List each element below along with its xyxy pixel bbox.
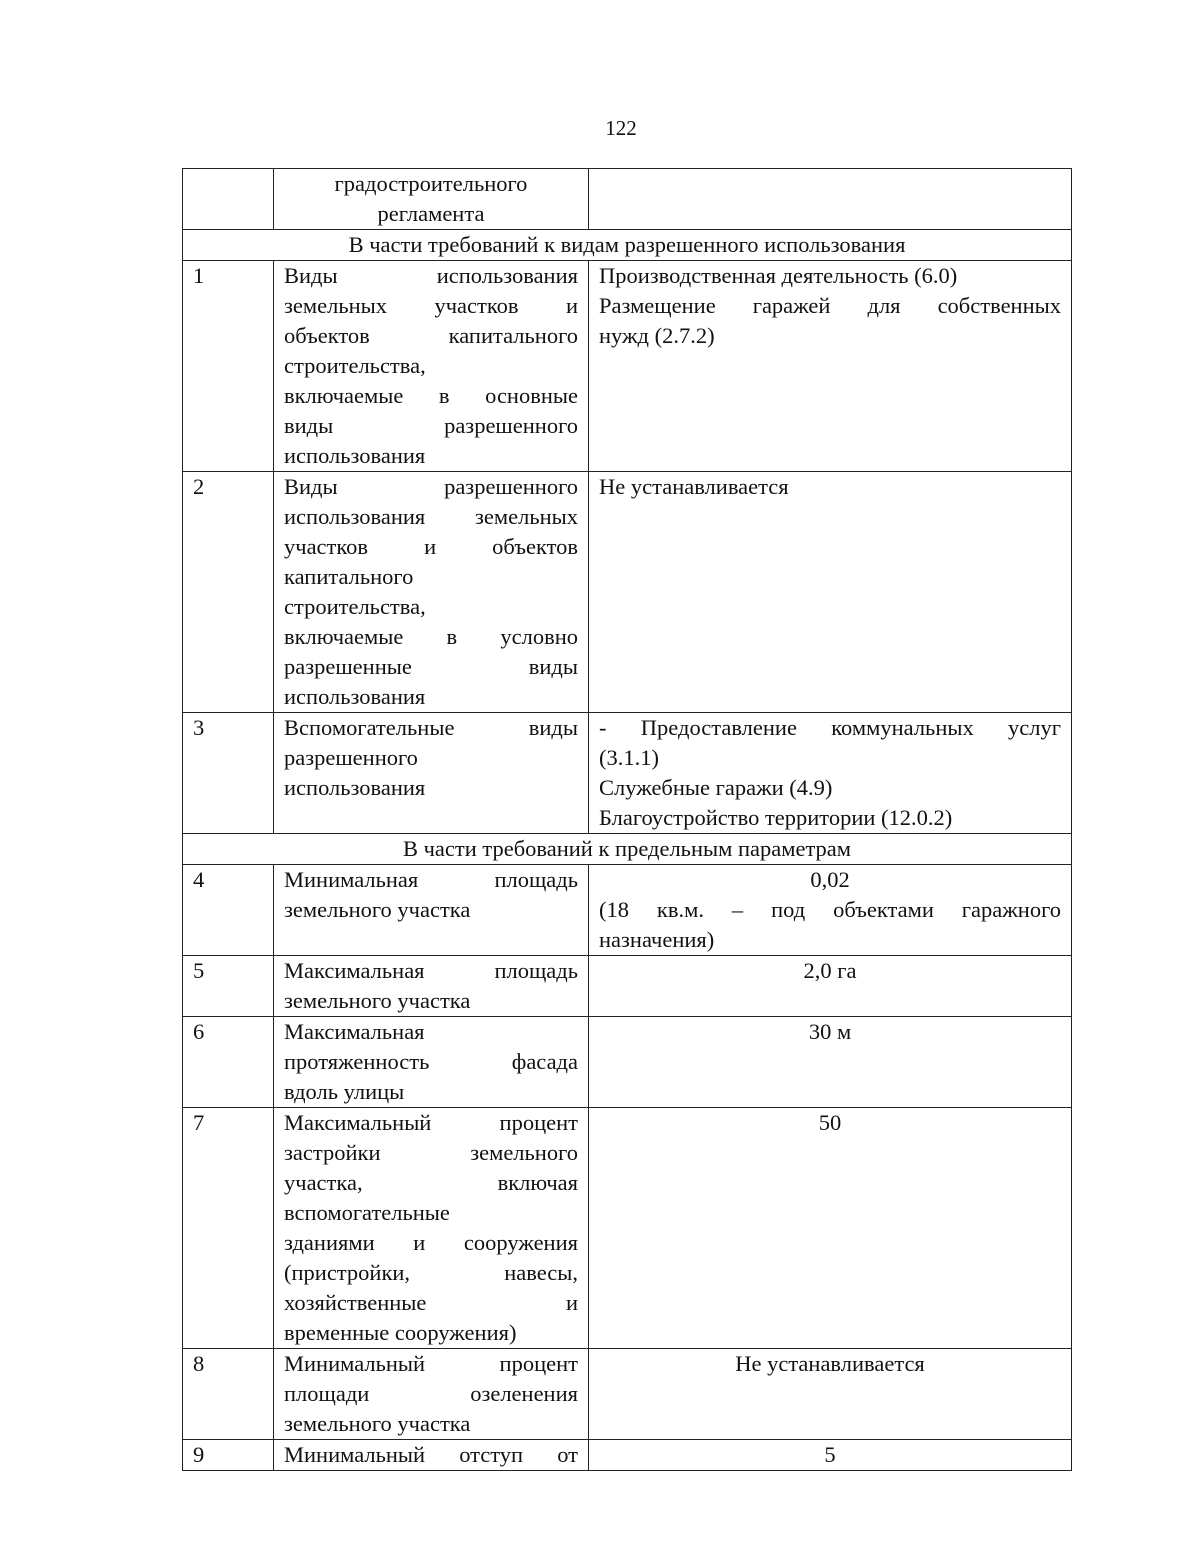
value-line: Служебные гаражи (4.9): [599, 775, 833, 800]
name-line: вспомогательные: [284, 1200, 450, 1225]
name-line: временные сооружения): [284, 1320, 517, 1345]
name-line: использования: [284, 684, 426, 709]
header-value-cell: [589, 169, 1072, 230]
name-line: площади озеленения: [284, 1381, 578, 1406]
name-line: использования земельных: [284, 504, 578, 529]
header-line: градостроительного: [334, 171, 528, 196]
name-line: земельного участка: [284, 897, 471, 922]
row-value-cell: Не устанавливается: [589, 1349, 1072, 1440]
section-title: В части требований к предельным параметрам: [183, 834, 1072, 865]
name-line: хозяйственные и: [284, 1290, 578, 1315]
table-row: [183, 1017, 1072, 1108]
row-value-cell: 30 м: [589, 1017, 1072, 1108]
name-line: вдоль улицы: [284, 1079, 405, 1104]
name-line: земельного участка: [284, 1411, 471, 1436]
table-row: [183, 956, 1072, 1017]
row-number: 9: [183, 1440, 274, 1471]
value-line: Производственная деятельность (6.0): [599, 263, 958, 288]
row-number: 2: [183, 472, 274, 713]
row-value-cell: 5: [589, 1440, 1072, 1471]
name-line: земельных участков и: [284, 293, 578, 318]
section-row: [183, 834, 1072, 865]
name-line: зданиями и сооружения: [284, 1230, 578, 1255]
table-row: [183, 713, 1072, 834]
name-line: Максимальная площадь: [284, 958, 578, 983]
name-line: Минимальный процент: [284, 1351, 578, 1376]
name-line: виды разрешенного: [284, 413, 578, 438]
name-line: объектов капитального: [284, 323, 578, 348]
name-line: Минимальная площадь: [284, 867, 578, 892]
name-line: использования: [284, 775, 426, 800]
row-number: 8: [183, 1349, 274, 1440]
row-name-cell: [274, 1017, 589, 1108]
page-number: 122: [605, 116, 637, 140]
row-value-cell: [589, 713, 1072, 834]
row-name-cell: [274, 472, 589, 713]
section-row: [183, 230, 1072, 261]
table-row: [183, 1349, 1072, 1440]
name-line: Максимальный процент: [284, 1110, 578, 1135]
name-line: Максимальная: [284, 1019, 425, 1044]
name-line: строительства,: [284, 353, 426, 378]
value-line: (18 кв.м. – под объектами гаражного: [599, 897, 1061, 922]
name-line: (пристройки, навесы,: [284, 1260, 578, 1285]
value-line: Размещение гаражей для собственных: [599, 293, 1061, 318]
row-value-cell: [589, 261, 1072, 472]
name-line: застройки земельного: [284, 1140, 578, 1165]
table-row: [183, 865, 1072, 956]
row-name-cell: [274, 956, 589, 1017]
row-name-cell: [274, 713, 589, 834]
table-row: [183, 261, 1072, 472]
table-row: [183, 1440, 1072, 1471]
value-line: нужд (2.7.2): [599, 323, 715, 348]
section-title: В части требований к видам разрешенного использования: [183, 230, 1072, 261]
name-line: участка, включая: [284, 1170, 578, 1195]
row-value-cell: 2,0 га: [589, 956, 1072, 1017]
row-value-cell: [589, 472, 1072, 713]
row-number: 1: [183, 261, 274, 472]
name-line: Вспомогательные виды: [284, 715, 578, 740]
value-line: назначения): [599, 927, 715, 952]
name-line: Виды использования: [284, 263, 578, 288]
name-line: земельного участка: [284, 988, 471, 1013]
row-value-cell: 50: [589, 1108, 1072, 1349]
row-name-cell: [274, 865, 589, 956]
row-number: 4: [183, 865, 274, 956]
row-number: 5: [183, 956, 274, 1017]
name-line: Минимальный отступ от: [284, 1442, 578, 1467]
row-number: 7: [183, 1108, 274, 1349]
regulation-table: [182, 168, 1072, 1471]
row-number: 6: [183, 1017, 274, 1108]
name-line: Виды разрешенного: [284, 474, 578, 499]
table-row: [183, 1108, 1072, 1349]
name-line: капитального: [284, 564, 414, 589]
name-line: включаемые в основные: [284, 383, 578, 408]
value-main: 0,02: [810, 867, 850, 892]
value-line: Благоустройство территории (12.0.2): [599, 805, 953, 830]
row-number: 3: [183, 713, 274, 834]
name-line: включаемые в условно: [284, 624, 578, 649]
name-line: строительства,: [284, 594, 426, 619]
header-num-cell: [183, 169, 274, 230]
value-line: - Предоставление коммунальных услуг: [599, 715, 1061, 740]
name-line: разрешенного: [284, 745, 418, 770]
name-line: разрешенные виды: [284, 654, 578, 679]
name-line: использования: [284, 443, 426, 468]
header-line: регламента: [377, 201, 485, 226]
value-line: Не устанавливается: [599, 474, 789, 499]
value-line: (3.1.1): [599, 745, 659, 770]
table-row: [183, 472, 1072, 713]
row-name-cell: [274, 261, 589, 472]
row-name-cell: [274, 1440, 589, 1471]
table-row-header-continuation: [183, 169, 1072, 230]
row-name-cell: [274, 1349, 589, 1440]
row-name-cell: [274, 1108, 589, 1349]
name-line: протяженность фасада: [284, 1049, 578, 1074]
row-value-cell: [589, 865, 1072, 956]
name-line: участков и объектов: [284, 534, 578, 559]
header-name-cell: [274, 169, 589, 230]
